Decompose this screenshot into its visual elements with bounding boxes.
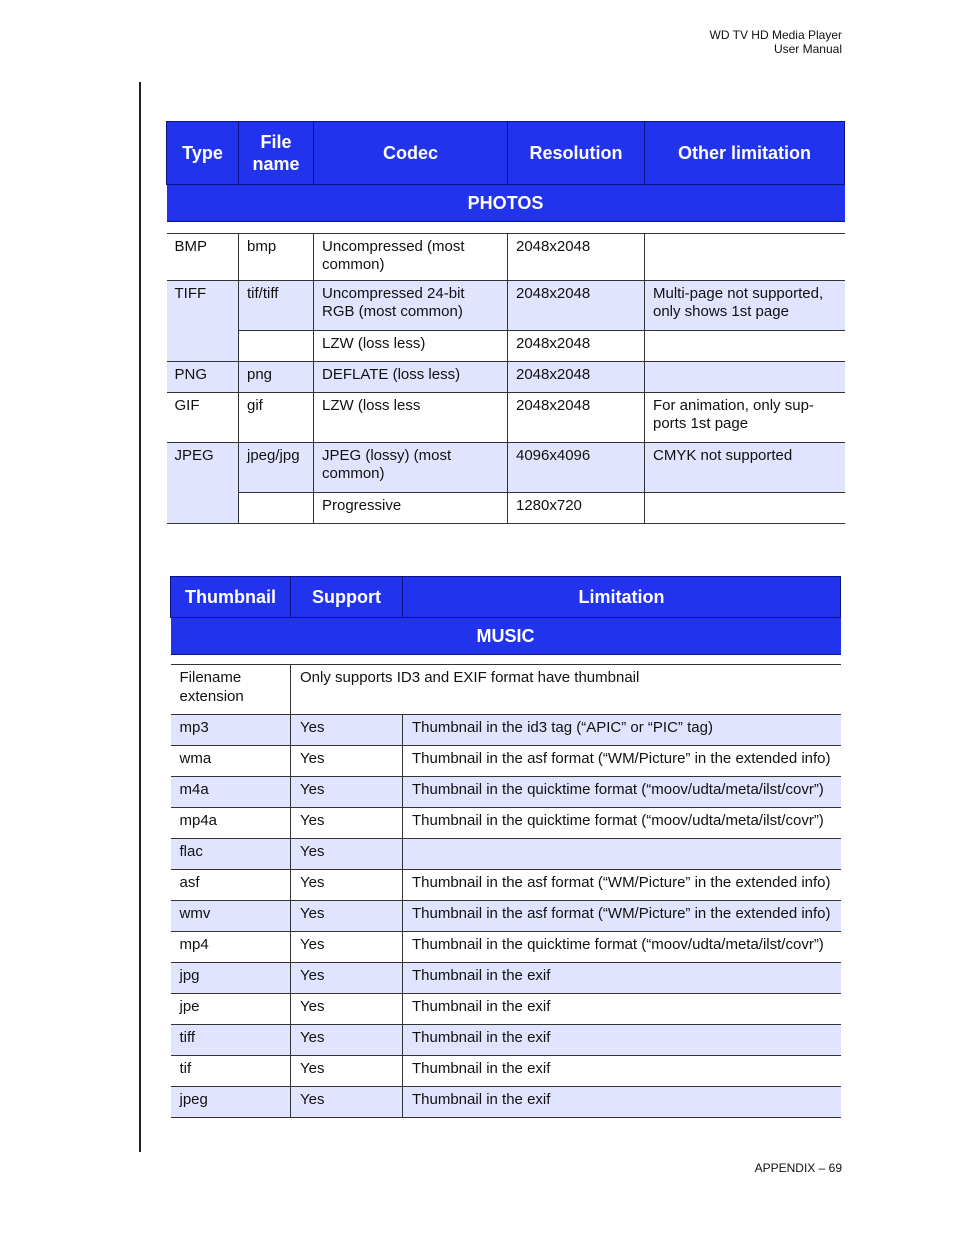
cell-support: Yes [291, 777, 403, 808]
music-section-row [171, 618, 841, 655]
cell-resolution: 2048x2048 [508, 362, 645, 393]
cell-filename: gif [239, 393, 314, 443]
col-type-header: Type [167, 122, 239, 185]
col-other-header: Other limitation [645, 122, 845, 185]
table-row [167, 331, 845, 362]
table-row [171, 665, 841, 715]
music-table [170, 576, 841, 1118]
cell-codec: LZW (loss less [314, 393, 508, 443]
photos-gap [167, 222, 845, 234]
cell-thumbnail: jpg [171, 963, 291, 994]
table-row [171, 870, 841, 901]
table-row [171, 777, 841, 808]
cell-limitation: Thumbnail in the asf format (“WM/Picture” in the extended info) [403, 746, 841, 777]
cell-filename: bmp [239, 234, 314, 281]
cell-support: Yes [291, 901, 403, 932]
cell-limitation: Thumbnail in the exif [403, 963, 841, 994]
page-header [710, 28, 842, 56]
margin-rule [139, 82, 141, 1152]
cell-other [645, 362, 845, 393]
cell-support: Yes [291, 715, 403, 746]
cell-codec: Uncompressed (most common) [314, 234, 508, 281]
cell-support: Yes [291, 1087, 403, 1118]
cell-resolution: 2048x2048 [508, 393, 645, 443]
cell-support: Yes [291, 963, 403, 994]
table-row [171, 1056, 841, 1087]
cell-codec: DEFLATE (loss less) [314, 362, 508, 393]
cell-limitation: Thumbnail in the exif [403, 994, 841, 1025]
cell-thumbnail: asf [171, 870, 291, 901]
table-row [167, 281, 845, 331]
table-row [171, 901, 841, 932]
table-row [167, 362, 845, 393]
cell-thumbnail: Filename extension [171, 665, 291, 715]
table-row [167, 493, 845, 524]
cell-resolution: 1280x720 [508, 493, 645, 524]
cell-type: TIFF [167, 281, 239, 362]
cell-resolution: 4096x4096 [508, 443, 645, 493]
cell-thumbnail: mp4 [171, 932, 291, 963]
table-row [171, 932, 841, 963]
cell-limitation: Thumbnail in the exif [403, 1056, 841, 1087]
cell-support: Yes [291, 870, 403, 901]
cell-codec: LZW (loss less) [314, 331, 508, 362]
cell-resolution: 2048x2048 [508, 234, 645, 281]
cell-thumbnail: tif [171, 1056, 291, 1087]
cell-support: Yes [291, 994, 403, 1025]
cell-thumbnail: wma [171, 746, 291, 777]
cell-type: JPEG [167, 443, 239, 524]
cell-thumbnail: jpe [171, 994, 291, 1025]
cell-limitation: Thumbnail in the quicktime format (“moov/udta/meta/ilst/covr”) [403, 808, 841, 839]
table-row [167, 393, 845, 443]
table-row [171, 839, 841, 870]
cell-note: Only supports ID3 and EXIF format have thumbnail [291, 665, 841, 715]
photos-header-row [167, 122, 845, 185]
photos-section-label: PHOTOS [167, 185, 845, 222]
table-row [171, 963, 841, 994]
cell-thumbnail: wmv [171, 901, 291, 932]
cell-thumbnail: flac [171, 839, 291, 870]
col-limitation-header: Limitation [403, 577, 841, 618]
cell-thumbnail: m4a [171, 777, 291, 808]
cell-thumbnail: jpeg [171, 1087, 291, 1118]
cell-limitation: Thumbnail in the asf format (“WM/Picture” in the extended info) [403, 870, 841, 901]
cell-other: Multi-page not supported, only shows 1st page [645, 281, 845, 331]
cell-thumbnail: mp4a [171, 808, 291, 839]
cell-support: Yes [291, 746, 403, 777]
cell-limitation: Thumbnail in the exif [403, 1025, 841, 1056]
cell-support: Yes [291, 932, 403, 963]
cell-limitation: Thumbnail in the exif [403, 1087, 841, 1118]
col-codec-header: Codec [314, 122, 508, 185]
col-filename-header: File name [239, 122, 314, 185]
cell-support: Yes [291, 1056, 403, 1087]
cell-support: Yes [291, 839, 403, 870]
table-row [167, 234, 845, 281]
cell-filename: png [239, 362, 314, 393]
cell-codec: Uncompressed 24-bit RGB (most common) [314, 281, 508, 331]
header-subtitle: User Manual [773, 42, 842, 56]
photos-table [166, 121, 845, 524]
cell-filename: tif/tiff [239, 281, 314, 331]
table-row [171, 1087, 841, 1118]
music-section-label: MUSIC [171, 618, 841, 655]
page-footer: APPENDIX – 69 [754, 1161, 842, 1175]
cell-limitation: Thumbnail in the id3 tag (“APIC” or “PIC” tag) [403, 715, 841, 746]
cell-limitation: Thumbnail in the quicktime format (“moov/udta/meta/ilst/covr”) [403, 777, 841, 808]
table-row [171, 746, 841, 777]
music-header-row [171, 577, 841, 618]
cell-type: BMP [167, 234, 239, 281]
col-resolution-header: Resolution [508, 122, 645, 185]
cell-filename [239, 493, 314, 524]
col-support-header: Support [291, 577, 403, 618]
photos-section-row [167, 185, 845, 222]
cell-type: GIF [167, 393, 239, 443]
cell-other [645, 331, 845, 362]
cell-support: Yes [291, 1025, 403, 1056]
cell-other [645, 234, 845, 281]
cell-support: Yes [291, 808, 403, 839]
cell-limitation [403, 839, 841, 870]
header-title: WD TV HD Media Player [709, 28, 842, 42]
cell-thumbnail: tiff [171, 1025, 291, 1056]
table-row [171, 808, 841, 839]
cell-limitation: Thumbnail in the asf format (“WM/Picture” in the extended info) [403, 901, 841, 932]
cell-filename [239, 331, 314, 362]
cell-filename: jpeg/jpg [239, 443, 314, 493]
table-row [171, 1025, 841, 1056]
cell-type: PNG [167, 362, 239, 393]
cell-other [645, 493, 845, 524]
cell-resolution: 2048x2048 [508, 281, 645, 331]
cell-codec: Progressive [314, 493, 508, 524]
table-row [167, 443, 845, 493]
cell-resolution: 2048x2048 [508, 331, 645, 362]
col-thumbnail-header: Thumbnail [171, 577, 291, 618]
music-gap [171, 655, 841, 665]
cell-thumbnail: mp3 [171, 715, 291, 746]
table-row [171, 715, 841, 746]
table-row [171, 994, 841, 1025]
cell-codec: JPEG (lossy) (most common) [314, 443, 508, 493]
cell-other: For animation, only sup-ports 1st page [645, 393, 845, 443]
cell-limitation: Thumbnail in the quicktime format (“moov/udta/meta/ilst/covr”) [403, 932, 841, 963]
cell-other: CMYK not supported [645, 443, 845, 493]
